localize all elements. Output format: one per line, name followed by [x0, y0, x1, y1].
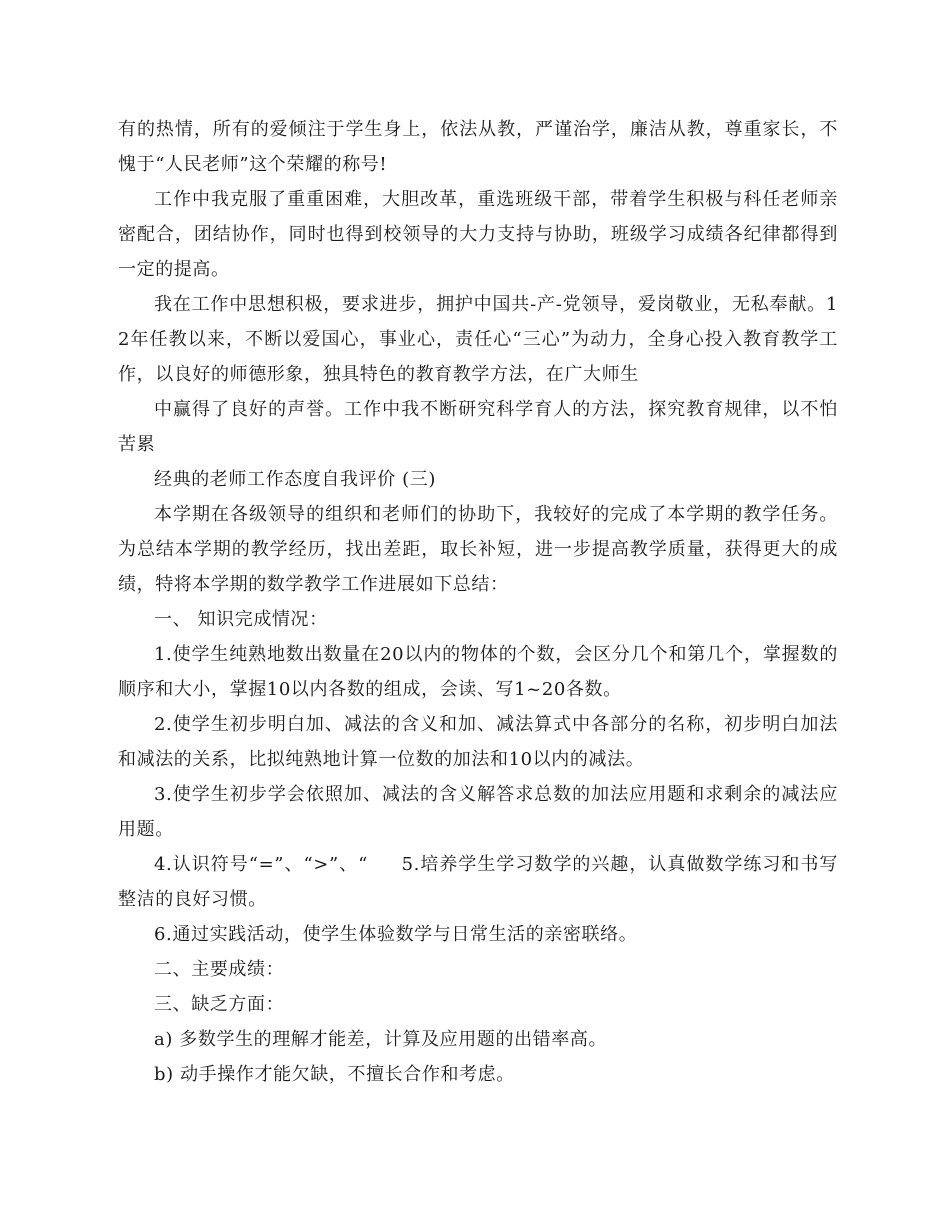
subheading-achievements: 二、主要成绩： — [154, 959, 285, 980]
subheading-shortcomings: 三、缺乏方面： — [154, 994, 285, 1015]
list-item-3: 3.使学生初步学会依照加、减法的含义解答求总数的加法应用题和求剩余的减法应用题。 — [118, 784, 838, 840]
paragraph-thinking-positive: 我在工作中思想积极，要求进步，拥护中国共-产-党领导，爱岗敬业，无私奉献。12年任教以来，不断以爱国心，事业心，责任心“三心”为动力，全身心投入教育教学工作，以良好的师德形象，独具特色的教育教学方法，在广大师生 — [118, 294, 838, 385]
paragraph-semester-summary: 本学期在各级领导的组织和老师们的协助下，我较好的完成了本学期的教学任务。为总结本学期的教学经历，找出差距，取长补短，进一步提高教学质量，获得更大的成绩，特将本学期的数学教学工作进展如下总结： — [118, 504, 838, 595]
list-item-1: 1.使学生纯熟地数出数量在20以内的物体的个数，会区分几个和第几个，掌握数的顺序和大小，掌握10以内各数的组成，会读、写1~20各数。 — [118, 644, 838, 700]
list-item-6: 6.通过实践活动，使学生体验数学与日常生活的亲密联络。 — [154, 924, 638, 945]
paragraph-work-difficulties: 工作中我克服了重重困难，大胆改革，重选班级干部，带着学生积极与科任老师亲密配合，团结协作，同时也得到校领导的大力支持与协助，班级学习成绩各纪律都得到一定的提高。 — [118, 189, 838, 280]
list-item-4-5: 4.认识符号“=”、“>”、“ 5.培养学生学习数学的兴趣，认真做数学练习和书写整洁的良好习惯。 — [118, 854, 838, 910]
shortcoming-b: b) 动手操作才能欠缺，不擅长合作和考虑。 — [154, 1064, 515, 1085]
shortcoming-a: a) 多数学生的理解才能差，计算及应用题的出错率高。 — [154, 1029, 608, 1050]
paragraph-continuation: 有的热情，所有的爱倾注于学生身上，依法从教，严谨治学，廉洁从教，尊重家长，不愧于“人民老师”这个荣耀的称号! — [118, 119, 838, 175]
list-item-2: 2.使学生初步明白加、减法的含义和加、减法算式中各部分的名称，初步明白加法和减法的关系，比拟纯熟地计算一位数的加法和10以内的减法。 — [118, 714, 838, 770]
document-body — [118, 112, 838, 1092]
section-heading: 经典的老师工作态度自我评价 (三) — [154, 469, 436, 490]
paragraph-reputation: 中赢得了良好的声誉。工作中我不断研究科学育人的方法，探究教育规律，以不怕苦累 — [118, 399, 838, 455]
subheading-knowledge: 一、 知识完成情况： — [154, 609, 328, 630]
